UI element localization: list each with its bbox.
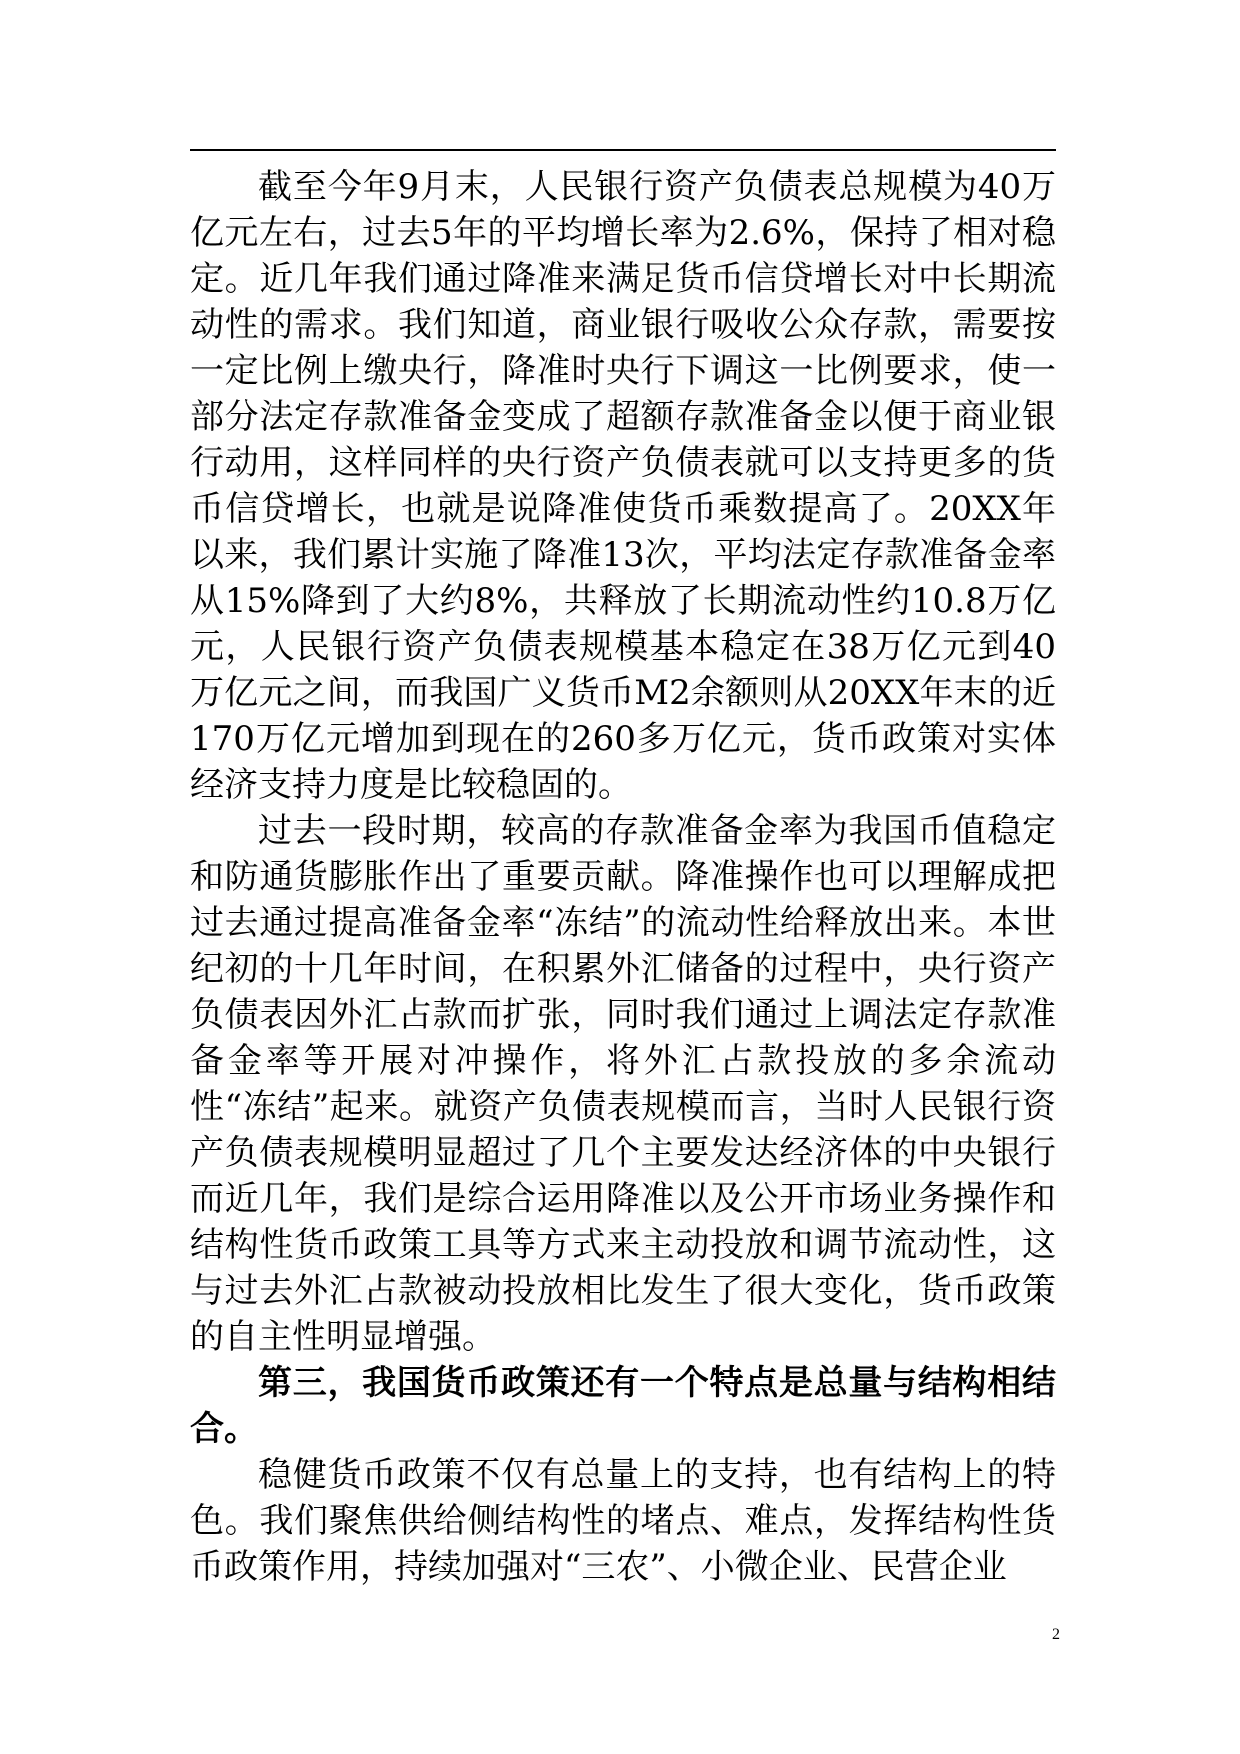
page-number: 2 — [1052, 1626, 1060, 1643]
paragraph-2: 过去一段时期，较高的存款准备金率为我国币值稳定和防通货膨胀作出了重要贡献。降准操作也可以理解成把过去通过提高准备金率“冻结”的流动性给释放出来。本世纪初的十几年时间，在积累外汇储备的过程中，央行资产负债表因外汇占款而扩张，同时我们通过上调法定存款准备金率等开展对冲操作，将外汇占款投放的多余流动性“冻结”起来。就资产负债表规模而言，当时人民银行资产负债表规模明显超过了几个主要发达经济体的中央银行而近几年，我们是综合运用降准以及公开市场业务操作和结构性货币政策工具等方式来主动投放和调节流动性，这与过去外汇占款被动投放相比发生了很大变化，货币政策的自主性明显增强。 — [190, 811, 1056, 1357]
header-rule — [190, 149, 1056, 151]
paragraph-3: 稳健货币政策不仅有总量上的支持，也有结构上的特色。我们聚焦供给侧结构性的堵点、难点，发挥结构性货币政策作用，持续加强对“三农”、小微企业、民营企业 — [190, 1455, 1056, 1587]
paragraph-1: 截至今年9月末，人民银行资产负债表总规模为40万亿元左右，过去5年的平均增长率为2.6%，保持了相对稳定。近几年我们通过降准来满足货币信贷增长对中长期流动性的需求。我们知道，商业银行吸收公众存款，需要按一定比例上缴央行，降准时央行下调这一比例要求，使一部分法定存款准备金变成了超额存款准备金以便于商业银行动用，这样同样的央行资产负债表就可以支持更多的货币信贷增长，也就是说降准使货币乘数提高了。20XX年以来，我们累计实施了降准13次，平均法定存款准备金率从15%降到了大约8%，共释放了长期流动性约10.8万亿元，人民银行资产负债表规模基本稳定在38万亿元到40万亿元之间，而我国广义货币M2余额则从20XX年末的近170万亿元增加到现在的260多万亿元，货币政策对实体经济支持力度是比较稳固的。 — [190, 167, 1056, 805]
body-text — [190, 164, 1056, 1590]
section-heading: 第三，我国货币政策还有一个特点是总量与结构相结合。 — [190, 1363, 1056, 1449]
